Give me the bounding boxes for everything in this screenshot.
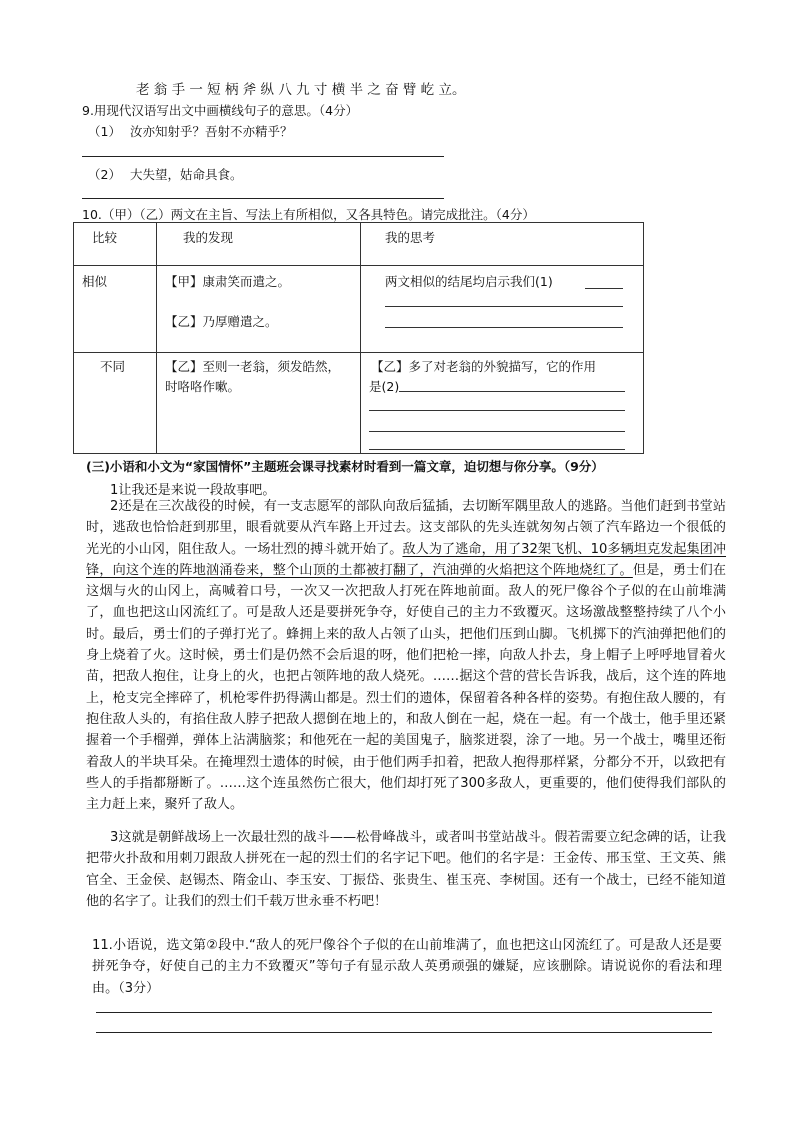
question-11: 11.小语说，选文第②段中.“敌人的死尸像谷个子似的在山前堆满了，血也把这山冈流红了。可是敌人还是要拼死争夺，好使自己的主力不致覆灭”等句子有显示敌人英勇顽强的嫌疑，应该删除。请说说你的看法和理由。（3分） (92, 938, 722, 996)
paragraph-2-part-1: 2还是在三次战役的时候，有一支志愿军的部队向敌后猛插，去切断军隅里敌人的逃路。当他们赶到书堂站时，逃敌也恰恰赶到那里，眼看就要从汽车路上开过去。这支部队的先头连就匆匆占领了汽车路边一个很低的光光的小山冈，阻住敌人。一场壮烈的搏斗就开始了。 (86, 499, 726, 557)
thought-different-2: 是(2) (369, 379, 400, 394)
answer-line[interactable] (385, 327, 623, 328)
thought-different-1: 【乙】多了对老翁的外貌描写，它的作用 (371, 359, 597, 374)
answer-line[interactable] (585, 288, 623, 289)
question-9-title: 9.用现代汉语写出文中画横线句子的意思。（4分） (82, 103, 359, 118)
question-9-item-1-num: （1） (88, 124, 121, 139)
question-9-item-2-text: 大失望，姑命具食。 (130, 167, 243, 182)
finding-yi-cough: 时咯咯作嗽。 (165, 379, 241, 394)
answer-line[interactable] (369, 431, 625, 432)
finding-jia: 【甲】康肃笑而遣之。 (165, 274, 291, 289)
table-cell-thoughts (361, 353, 644, 454)
answer-line[interactable] (385, 306, 623, 307)
comparison-table (73, 222, 644, 454)
paragraph-2 (86, 496, 726, 815)
question-9-item-1-text: 汝亦知射乎？吾射不亦精乎？ (130, 124, 293, 139)
header-compare: 比较 (92, 230, 118, 245)
paragraph-1: 1让我还是来说一段故事吧。 (110, 483, 276, 498)
underlined-sentence: 敌人为了逃命，用了32架飞机、10多辆坦克发起集团冲锋，向这个连的阵地汹涌卷来，整个山顶的土都被打翻了，汽油弹的火焰把这个阵地烧红了。 (86, 541, 727, 578)
header-thoughts: 我的思考 (385, 230, 436, 245)
paragraph-3: 3这就是朝鲜战场上一次最壮烈的战斗——松骨峰战斗，或者叫书堂站战斗。假若需要立纪念碑的话，让我把带火扑敌和用刺刀跟敌人拼死在一起的烈士们的名字记下吧。他们的名字是：王金传、邢玉堂、王文英、熊官全、王金侯、赵锡杰、隋金山、李玉安、丁振岱、张贵生、崔玉亮、李树国。还有一个战士，已经不能知道他的名字了。让我们的烈士们千载万世永垂不朽吧！ (86, 830, 726, 909)
table-cell-findings (157, 266, 361, 353)
thought-similar: 两文相似的结尾均启示我们(1) (385, 274, 553, 289)
answer-line[interactable] (399, 391, 625, 392)
header-findings: 我的发现 (183, 230, 234, 245)
answer-line[interactable] (96, 1012, 712, 1013)
table-header-cell (157, 223, 361, 266)
question-9-item-2-num: （2） (88, 167, 121, 182)
paragraph-2-part-2: 但是，勇士们在这烟与火的山冈上，高喊着口号，一次又一次把敌人打死在阵地前面。敌人的死尸像谷个子似的在山前堆满了，血也把这山冈流红了。可是敌人还是要拼死争夺，好使自己的主力不致覆灭。这场激战整整持续了八个小时。最后，勇士们的子弹打光了。蜂拥上来的敌人占领了山头，把他们压到山脚。飞机掷下的汽油弹把他们的身上烧着了火。这时候，勇士们是仍然不会后退的呀，他们把枪一摔，向敌人扑去，身上帽子上呼呼地冒着火苗，把敌人抱住，让身上的火，也把占领阵地的敌人烧死。……据这个营的营长告诉我，战后，这个连的阵地上，枪支完全摔碎了，机枪零件扔得满山都是。烈士们的遗体，保留着各种各样的姿势。有抱住敌人腰的，有抱住敌人头的，有掐住敌人脖子把敌人摁倒在地上的，和敌人倒在一起，烧在一起。有一个战士，他手里还紧握着一个手榴弹，弹体上沾满脑浆；和他死在一起的美国鬼子，脑浆迸裂，涂了一地。另一个战士，嘴里还衔着敌人的半块耳朵。在掩埋烈士遗体的时候，由于他们两手扣着，把敌人抱得那样紧，分都分不开，以致把有些人的手指都掰断了。……这个连虽然伤亡很大，他们却打死了300多敌人，更重要的，他们使得我们部队的主力赶上来，聚歼了敌人。 (86, 562, 726, 813)
row-label-different: 不同 (100, 359, 126, 374)
answer-line[interactable] (82, 156, 444, 157)
answer-line[interactable] (96, 1032, 712, 1033)
section-3-title: (三)小语和小文为“家国情怀”主题班会课寻找素材时看到一篇文章，迫切想与你分享。（9分） (86, 459, 604, 474)
table-cell-thoughts (361, 266, 644, 353)
answer-line[interactable] (369, 410, 625, 411)
question-10-title: 10.（甲）（乙）两文在主旨、写法上有所相似，又各具特色。请完成批注。（4分） (82, 207, 535, 222)
classical-text-line: 老 翁 手 一 短 柄 斧 纵 八 九 寸 横 半 之 奋 臂 屹 立。 (136, 82, 466, 98)
table-header-cell (74, 223, 157, 266)
table-row-label (74, 353, 157, 454)
table-cell-findings (157, 353, 361, 454)
finding-yi-appearance: 【乙】至则一老翁，须发皓然， (165, 359, 341, 374)
answer-line[interactable] (369, 449, 625, 450)
answer-line[interactable] (82, 198, 444, 199)
finding-yi: 【乙】乃厚赠遣之。 (165, 314, 278, 329)
table-header-cell (361, 223, 644, 266)
row-label-similar: 相似 (82, 274, 108, 289)
table-row-label (74, 266, 157, 353)
